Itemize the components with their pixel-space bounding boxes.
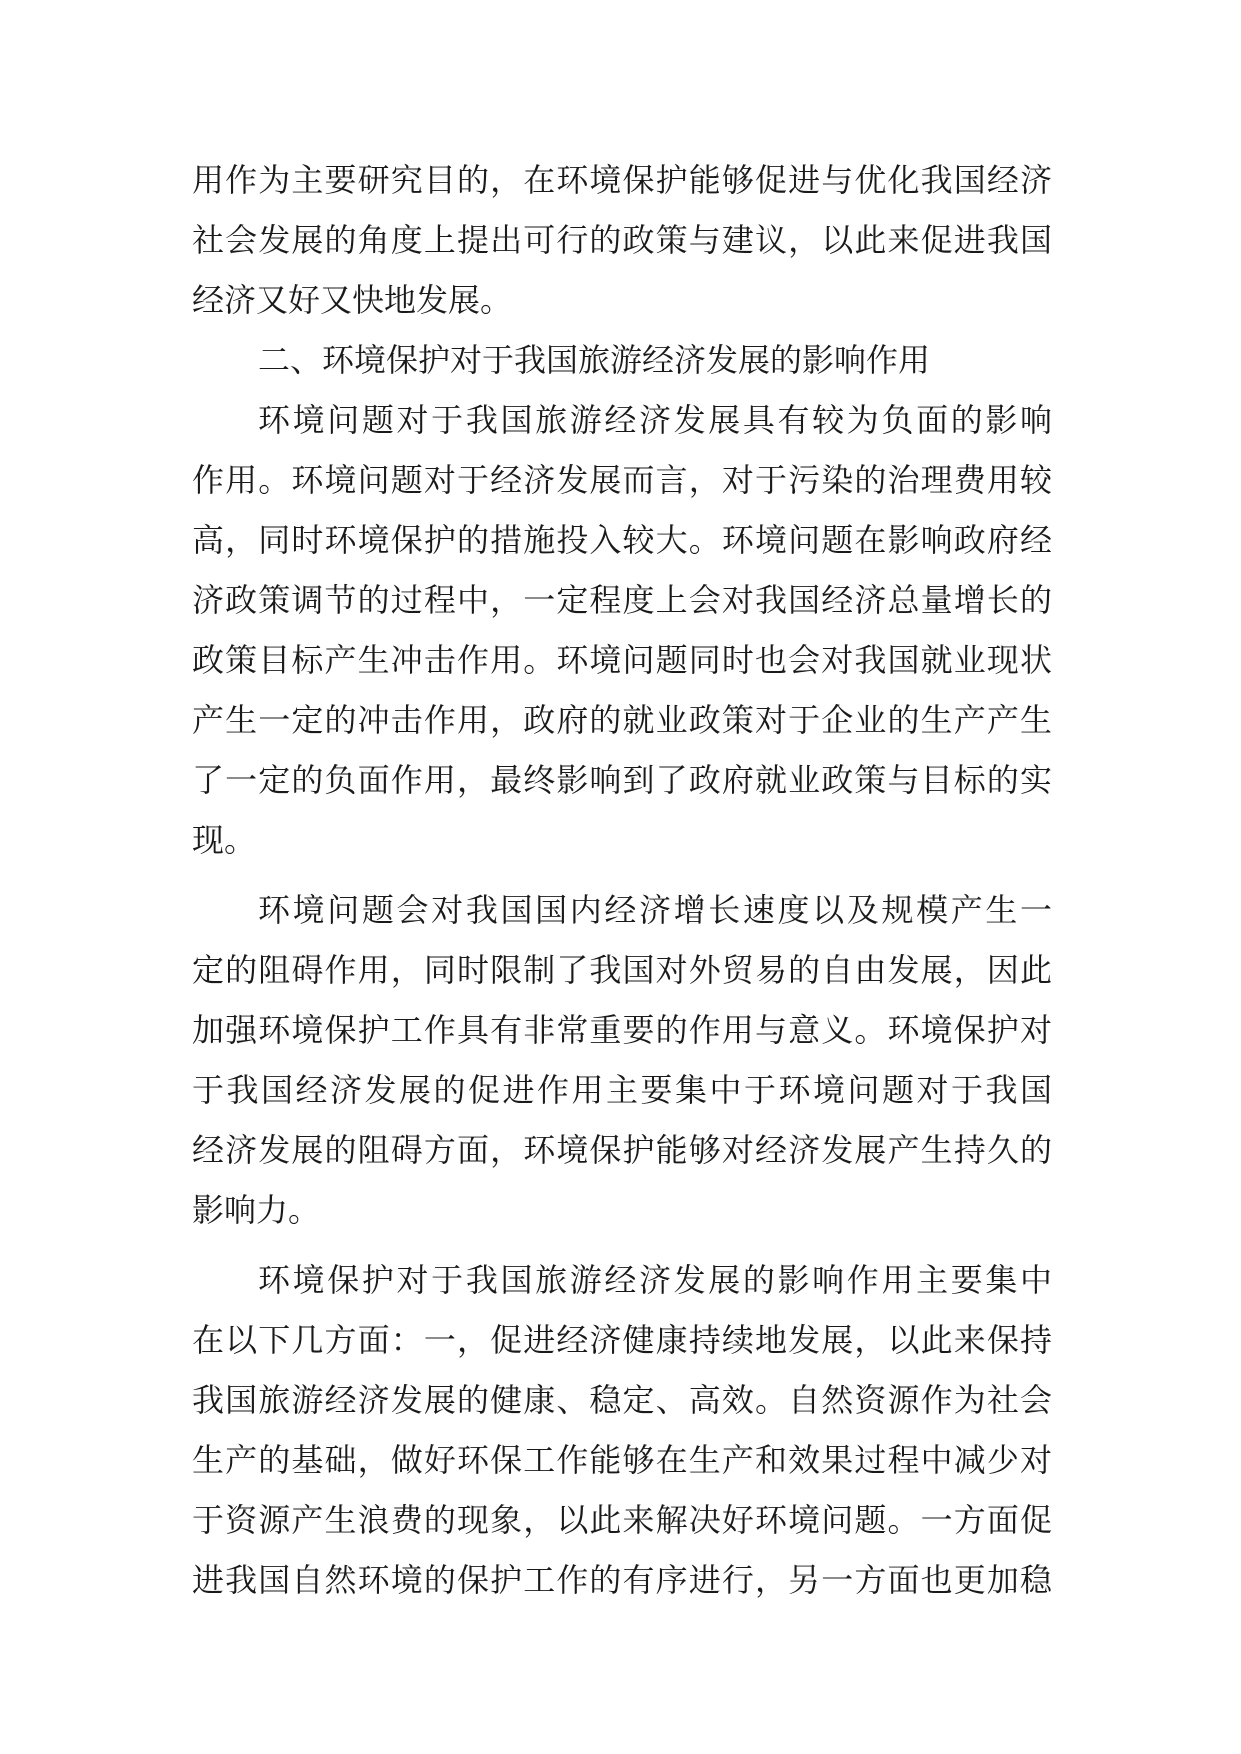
- paragraph-continuation: [192, 150, 1052, 330]
- text-line: 于我国经济发展的促进作用主要集中于环境问题对于我国: [192, 1071, 1052, 1109]
- section-heading: [192, 330, 1052, 390]
- section-heading-text: 二、环境保护对于我国旅游经济发展的影响作用: [258, 341, 931, 379]
- text-line: 济政策调节的过程中，一定程度上会对我国经济总量增长的: [192, 581, 1052, 619]
- paragraph-gap: [192, 1240, 1052, 1250]
- text-line: 用作为主要研究目的，在环境保护能够促进与优化我国经济: [192, 161, 1052, 199]
- text-line: 了一定的负面作用，最终影响到了政府就业政策与目标的实: [192, 761, 1052, 799]
- paragraph: [192, 880, 1052, 1240]
- paragraph: [192, 390, 1052, 870]
- text-line: 在以下几方面：一，促进经济健康持续地发展，以此来保持: [192, 1321, 1052, 1359]
- paragraph: [192, 1250, 1052, 1610]
- text-line: 政策目标产生冲击作用。环境问题同时也会对我国就业现状: [192, 641, 1052, 679]
- text-line: 加强环境保护工作具有非常重要的作用与意义。环境保护对: [192, 1011, 1052, 1049]
- text-line: 进我国自然环境的保护工作的有序进行，另一方面也更加稳: [192, 1561, 1052, 1599]
- text-line: 作用。环境问题对于经济发展而言，对于污染的治理费用较: [192, 461, 1052, 499]
- text-line: 环境问题会对我国国内经济增长速度以及规模产生一: [258, 891, 1052, 929]
- text-line: 产生一定的冲击作用，政府的就业政策对于企业的生产产生: [192, 701, 1052, 739]
- text-line: 经济发展的阻碍方面，环境保护能够对经济发展产生持久的: [192, 1131, 1052, 1169]
- text-line: 环境保护对于我国旅游经济发展的影响作用主要集中: [258, 1261, 1052, 1299]
- document-body: [192, 150, 1052, 1610]
- text-line: 定的阻碍作用，同时限制了我国对外贸易的自由发展，因此: [192, 951, 1052, 989]
- text-line: 现。: [192, 821, 257, 859]
- text-line: 环境问题对于我国旅游经济发展具有较为负面的影响: [258, 401, 1052, 439]
- text-line: 生产的基础，做好环保工作能够在生产和效果过程中减少对: [192, 1441, 1052, 1479]
- paragraph-gap: [192, 870, 1052, 880]
- text-line: 经济又好又快地发展。: [192, 281, 513, 319]
- text-line: 于资源产生浪费的现象，以此来解决好环境问题。一方面促: [192, 1501, 1052, 1539]
- text-line: 高，同时环境保护的措施投入较大。环境问题在影响政府经: [192, 521, 1052, 559]
- text-line: 影响力。: [192, 1191, 321, 1229]
- text-line: 社会发展的角度上提出可行的政策与建议，以此来促进我国: [192, 221, 1052, 259]
- text-line: 我国旅游经济发展的健康、稳定、高效。自然资源作为社会: [192, 1381, 1052, 1419]
